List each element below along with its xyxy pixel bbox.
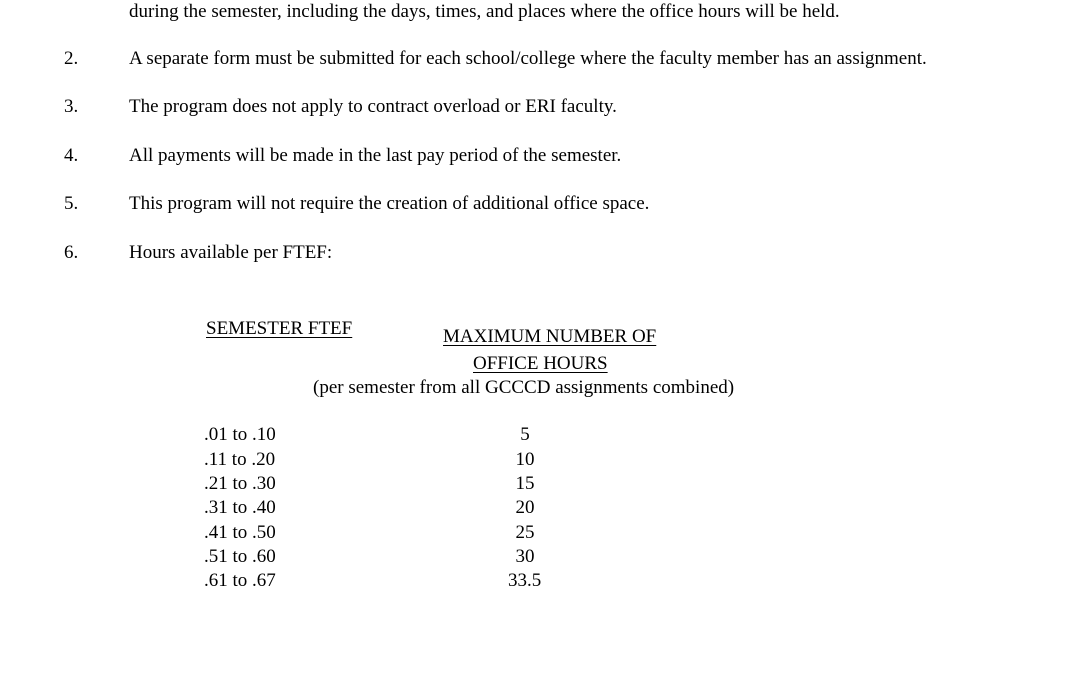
item-number-4: 4.	[64, 145, 79, 166]
table-header-note: (per semester from all GCCCD assignments combined)	[313, 377, 735, 398]
item-number-6: 6.	[64, 242, 79, 263]
table-header-max-hours-line2: OFFICE HOURS	[473, 353, 608, 374]
table-cell-hours: 5	[520, 424, 530, 445]
table-header-semester-ftef: SEMESTER FTEF	[206, 318, 353, 339]
item-text-2: A separate form must be submitted for each school/college where the faculty member has an assignment.	[129, 48, 927, 69]
table-cell-range: .11 to .20	[204, 449, 276, 470]
item-number-2: 2.	[64, 48, 79, 69]
item-text-6: Hours available per FTEF:	[129, 242, 333, 263]
table-cell-hours: 20	[515, 497, 535, 518]
table-cell-hours: 33.5	[508, 570, 542, 591]
item-text-3: The program does not apply to contract overload or ERI faculty.	[129, 96, 617, 117]
item-number-3: 3.	[64, 96, 79, 117]
table-cell-hours: 25	[515, 522, 535, 543]
table-cell-hours: 30	[515, 546, 535, 567]
table-cell-range: .31 to .40	[204, 497, 276, 518]
table-cell-range: .21 to .30	[204, 473, 276, 494]
item-text-4: All payments will be made in the last pay period of the semester.	[129, 145, 622, 166]
table-cell-range: .51 to .60	[204, 546, 276, 567]
table-cell-hours: 10	[515, 449, 535, 470]
item-text-5: This program will not require the creation of additional office space.	[129, 193, 650, 214]
table-header-max-hours-line1: MAXIMUM NUMBER OF	[443, 326, 657, 347]
table-cell-range: .61 to .67	[204, 570, 276, 591]
table-cell-range: .41 to .50	[204, 522, 276, 543]
item-1-continuation: during the semester, including the days, times, and places where the office hours will be held.	[129, 1, 840, 22]
item-number-5: 5.	[64, 193, 79, 214]
table-cell-hours: 15	[515, 473, 535, 494]
table-cell-range: .01 to .10	[204, 424, 276, 445]
